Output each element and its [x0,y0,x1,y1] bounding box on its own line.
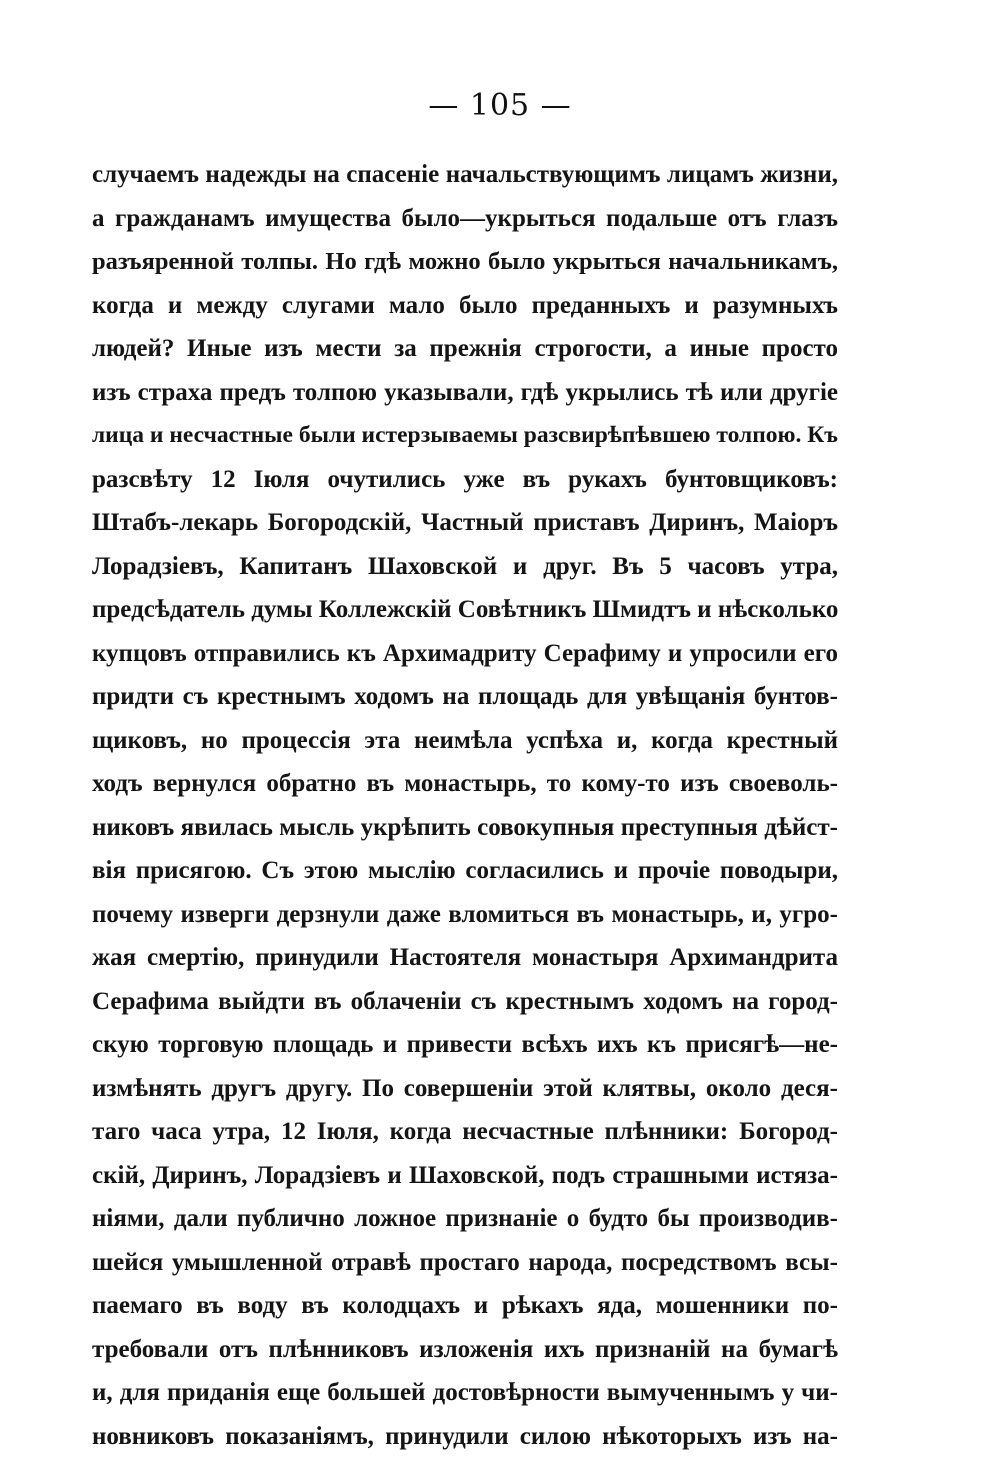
text-line: изъ страха предъ толпою указывали, гдѣ укрылись тѣ или другіе [92,378,838,406]
text-line: скій, Диринъ, Лорадзіевъ и Шаховской, подъ страшными истяза- [92,1161,838,1189]
text-line: Серафима выйдти въ облаченіи съ крестнымъ ходомъ на город- [92,987,838,1015]
text-line: новниковъ показаніямъ, принудили силою нѣкоторыхъ изъ на- [92,1422,838,1450]
text-line: ніями, дали публично ложное признаніе о будто бы производив- [92,1205,838,1232]
text-line: случаемъ надежды на спасеніе начальствующимъ лицамъ жизни, [92,161,838,188]
text-line: когда и между слугами мало было преданныхъ и разумныхъ [92,291,838,319]
text-line: почему изверги дерзнули даже вломиться въ монастырь, и, угро- [92,900,838,928]
text-line: а гражданамъ имущества было—укрыться подальше отъ глазъ [92,204,838,232]
text-line: жая смертію, принудили Настоятеля монастыря Архимандрита [92,944,838,971]
text-line: паемаго въ воду въ колодцахъ и рѣкахъ яда, мошенники по- [92,1292,838,1319]
text-line: вія присягою. Съ этою мыслію согласились и прочіе поводыри, [92,857,838,884]
text-line: разъяренной толпы. Но гдѣ можно было укрыться начальникамъ, [92,248,838,275]
text-line: измѣнять другъ другу. По совершеніи этой клятвы, около деся- [92,1074,838,1102]
page-number: — 105 — [428,88,572,123]
text-line: придти съ крестнымъ ходомъ на площадь для увѣщанія бунтов- [92,683,838,710]
text-line: скую торговую площадь и привести всѣхъ ихъ къ присягѣ—не- [92,1031,838,1058]
text-line: предсѣдатель думы Коллежскій Совѣтникъ Шмидтъ и нѣсколько [92,596,838,623]
text-line: шейся умышленной отравѣ простаго народа, посредствомъ всы- [92,1248,838,1276]
text-line: требовали отъ плѣнниковъ изложенія ихъ признаній на бумагѣ [92,1335,838,1363]
text-line: Штабъ-лекарь Богородскій, Частный приставъ Диринъ, Маіоръ [92,509,838,536]
text-line: щиковъ, но процессія эта неимѣла успѣха и, когда крестный [92,726,838,754]
text-line: и, для приданія еще большей достовѣрности вымученнымъ у чи- [92,1379,838,1406]
text-line: лица и несчастные были истерзываемы разсвирѣпѣвшею толпою. Къ [92,422,838,448]
body-text [92,153,838,1458]
text-line: купцовъ отправились къ Архимадриту Серафиму и упросили его [92,639,838,667]
text-line: таго часа утра, 12 Іюля, когда несчастные плѣнники: Богород- [92,1118,838,1145]
text-line: людей? Иные изъ мести за прежнія строгости, а иные просто [92,335,838,362]
text-line: никовъ явилась мысль укрѣпить совокупныя преступныя дѣйст- [92,813,838,841]
text-line: разсвѣту 12 Іюля очутились уже въ рукахъ бунтовщиковъ: [92,465,838,493]
text-line: ходъ вернулся обратно въ монастырь, то кому-то изъ своеволь- [92,770,838,797]
text-line: Лорадзіевъ, Капитанъ Шаховской и друг. Въ 5 часовъ утра, [92,552,838,580]
